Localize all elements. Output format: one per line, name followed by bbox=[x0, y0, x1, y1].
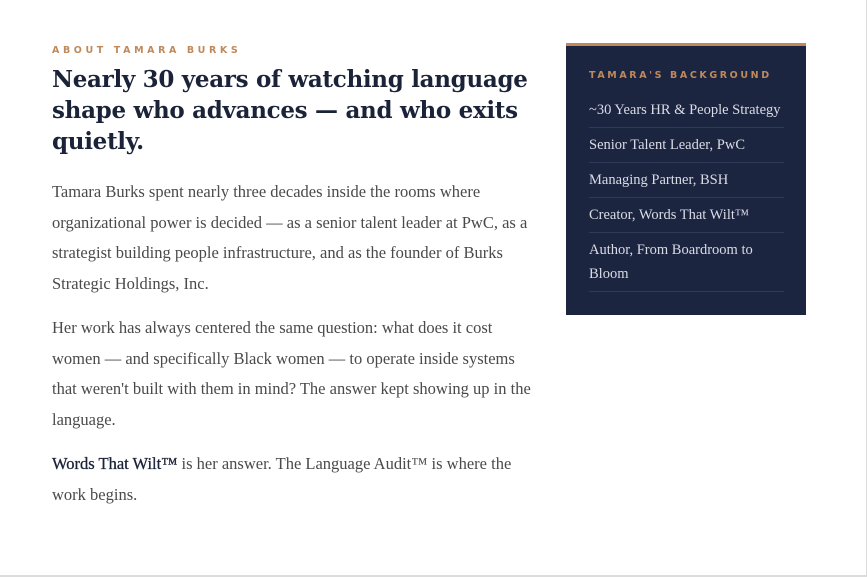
brand-name-words-that-wilt: Words That Wilt™ bbox=[52, 454, 178, 473]
background-item-words-that-wilt: Creator, Words That Wilt™ bbox=[589, 198, 784, 233]
about-paragraph-2: Her work has always centered the same question: what does it cost women — and specifically Black women — to operate inside systems that weren't built with them in mind? The answer kept showing up in the language. bbox=[52, 318, 531, 429]
about-paragraph-3 bbox=[52, 449, 536, 510]
about-paragraph-3-rest: is her answer. The Language Audit™ is where the work begins. bbox=[52, 454, 512, 504]
background-list bbox=[589, 93, 784, 292]
background-card bbox=[566, 43, 806, 315]
background-item-hr-strategy: ~30 Years HR & People Strategy bbox=[589, 93, 784, 128]
about-paragraph-1: Tamara Burks spent nearly three decades inside the rooms where organizational power is decided — as a senior talent leader at PwC, as a strategist building people infrastructure, and as the founder of Burks Strategic Holdings, Inc. bbox=[52, 182, 528, 293]
background-item-pwc: Senior Talent Leader, PwC bbox=[589, 128, 784, 163]
about-section bbox=[52, 44, 536, 510]
section-eyebrow: ABOUT TAMARA BURKS bbox=[52, 45, 242, 56]
background-item-bsh: Managing Partner, BSH bbox=[589, 163, 784, 198]
background-card-title: TAMARA'S BACKGROUND bbox=[589, 70, 772, 81]
background-item-author: Author, From Boardroom to Bloom bbox=[589, 233, 784, 292]
about-headline: Nearly 30 years of watching language shape who advances — and who exits quietly. bbox=[52, 66, 528, 155]
